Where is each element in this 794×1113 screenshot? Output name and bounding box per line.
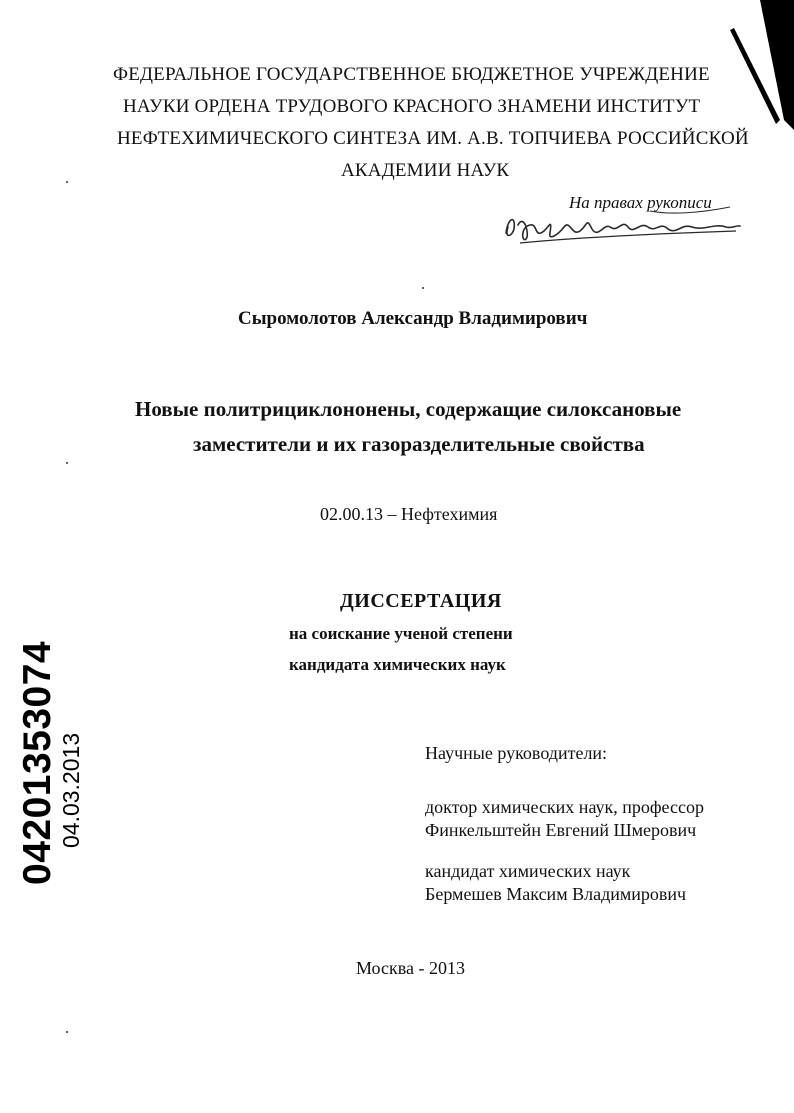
author-name: Сыромолотов Александр Владимирович (238, 308, 588, 329)
degree-purpose-line-1: на соискание ученой степени (289, 624, 513, 643)
degree-purpose-line-2: кандидата химических наук (289, 655, 506, 674)
specialty-code: 02.00.13 – Нефтехимия (320, 504, 498, 524)
scan-dust-dot (66, 1031, 68, 1033)
institution-line-3: НЕФТЕХИМИЧЕСКОГО СИНТЕЗА ИМ. А.В. ТОПЧИЕВА РОССИЙСКОЙ (117, 128, 749, 149)
institution-line-4: АКАДЕМИИ НАУК (341, 160, 510, 181)
supervisors-heading: Научные руководители: (425, 743, 608, 763)
supervisor-2-name: Бермешев Максим Владимирович (425, 884, 687, 904)
supervisor-2-title: кандидат химических наук (425, 861, 631, 881)
scan-dust-dot (66, 462, 68, 464)
scan-edge-mark (720, 0, 794, 140)
supervisor-1-title: доктор химических наук, профессор (425, 797, 704, 817)
rights-note: На правах рукописи (569, 193, 712, 212)
institution-line-1: ФЕДЕРАЛЬНОЕ ГОСУДАРСТВЕННОЕ БЮДЖЕТНОЕ УЧРЕЖДЕНИЕ (113, 64, 710, 85)
dissertation-type: ДИССЕРТАЦИЯ (340, 590, 502, 612)
scan-dust-dot (66, 181, 68, 183)
title-line-2: заместители и их газоразделительные свойства (193, 432, 645, 456)
library-stamp-number: 04201353074 (16, 640, 59, 885)
scan-dust-dot (422, 287, 424, 289)
institution-line-2: НАУКИ ОРДЕНА ТРУДОВОГО КРАСНОГО ЗНАМЕНИ ИНСТИТУТ (123, 96, 701, 117)
title-line-1: Новые политрициклононены, содержащие силоксановые (135, 397, 682, 421)
library-stamp-date: 04.03.2013 (58, 732, 84, 848)
supervisor-1-name: Финкельштейн Евгений Шмерович (425, 820, 697, 840)
place-and-year: Москва - 2013 (356, 958, 465, 978)
author-signature (500, 205, 745, 250)
